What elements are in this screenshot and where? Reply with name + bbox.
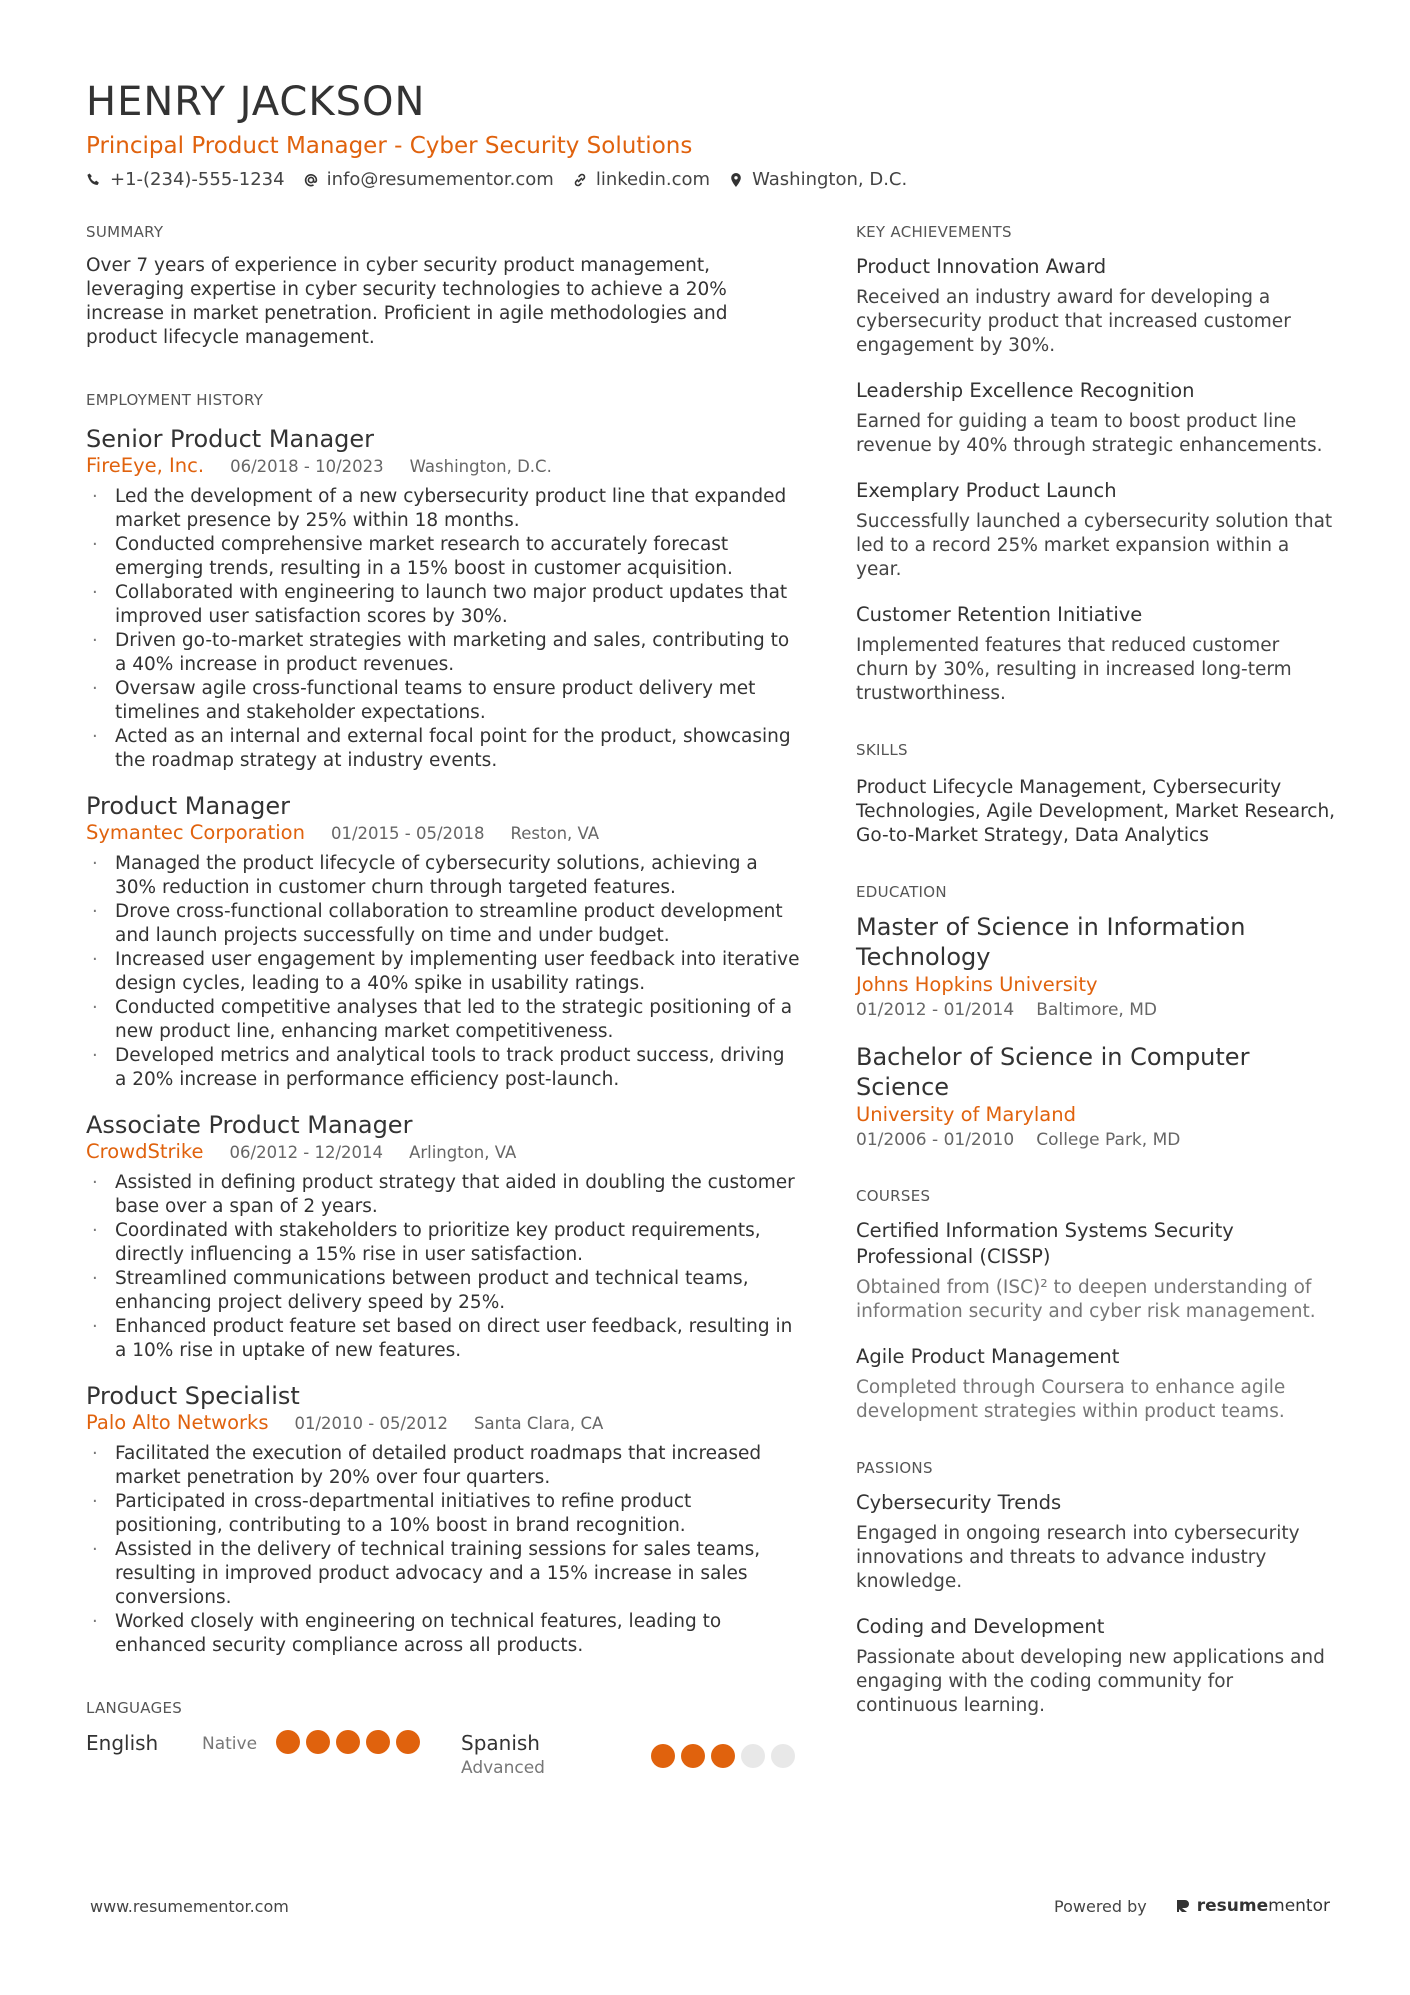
resume-header: [86, 78, 1326, 192]
achievements-heading: KEY ACHIEVEMENTS: [856, 223, 1012, 241]
job-bullet: · Driven go-to-market strategies with marketing and sales, contributing to a 40% increase in product revenues.: [86, 629, 801, 677]
education-item: [856, 912, 1336, 1022]
phone-icon: [86, 172, 102, 188]
company-name: FireEye, Inc.: [86, 454, 205, 477]
course-item: [856, 1344, 1336, 1424]
rating-dot-filled: [711, 1744, 735, 1768]
job-bullet: · Conducted comprehensive market research to accurately forecast emerging trends, resulting in a 15% boost in customer acquisition.: [86, 533, 801, 581]
course-title: Agile Product Management: [856, 1345, 1120, 1368]
job-location: Arlington, VA: [409, 1143, 517, 1162]
job-bullets: [86, 1442, 801, 1658]
candidate-name: HENRY JACKSON: [86, 79, 426, 125]
contact-linkedin[interactable]: [572, 168, 710, 192]
contact-bar: [86, 168, 1326, 192]
rating-dot-filled: [681, 1744, 705, 1768]
achievement-item: [856, 478, 1336, 582]
job-bullets: [86, 485, 801, 773]
education-location: College Park, MD: [1036, 1130, 1181, 1150]
job-title: Product Manager: [86, 792, 290, 820]
job-title: Associate Product Manager: [86, 1111, 413, 1139]
education-meta: [856, 998, 1336, 1022]
education-item: [856, 1042, 1336, 1152]
summary-heading: SUMMARY: [86, 223, 164, 241]
job-bullet: · Conducted competitive analyses that led to the strategic positioning of a new product line, enhancing market competitiveness.: [86, 996, 801, 1044]
languages-row: [86, 1730, 801, 1780]
languages-section: [86, 1698, 801, 1780]
language-name: English: [86, 1731, 159, 1755]
linkedin-link[interactable]: linkedin.com: [595, 169, 711, 190]
languages-heading: LANGUAGES: [86, 1699, 183, 1717]
summary-text: Over 7 years of experience in cyber security product management, leveraging expertise in cyber security technologies to achieve a 20% increase in market penetration. Proficient in agile methodologies and product lifecycle management.: [86, 255, 728, 348]
education-section: [856, 882, 1336, 1152]
education-meta: [856, 1128, 1336, 1152]
brand-logo[interactable]: [1175, 1896, 1330, 1916]
job-bullet: · Coordinated with stakeholders to prioritize key product requirements, directly influencing a 15% rise in user satisfaction.: [86, 1219, 801, 1267]
page-footer: [90, 1896, 1330, 1916]
job-dates: 01/2010 - 05/2012: [294, 1414, 449, 1433]
link-icon: [572, 172, 588, 188]
education-degree: Bachelor of Science in Computer Science: [856, 1043, 1250, 1101]
employment-section: [86, 390, 801, 1658]
achievement-title: Customer Retention Initiative: [856, 603, 1143, 626]
passion-desc: Engaged in ongoing research into cybersecurity innovations and threats to advance industry knowledge.: [856, 1523, 1300, 1592]
job-dates: 01/2015 - 05/2018: [330, 824, 485, 843]
passions-section: [856, 1458, 1336, 1718]
phone-text: +1-(234)-555-1234: [110, 169, 285, 190]
language-rating: [276, 1730, 420, 1754]
job-bullet: · Managed the product lifecycle of cybersecurity solutions, achieving a 30% reduction in customer churn through targeted features.: [86, 852, 801, 900]
employment-heading: EMPLOYMENT HISTORY: [86, 391, 264, 409]
education-school: Johns Hopkins University: [856, 973, 1098, 996]
passion-item: [856, 1490, 1336, 1594]
achievement-desc: Implemented features that reduced customer churn by 30%, resulting in increased long-term trustworthiness.: [856, 635, 1292, 704]
location-pin-icon: [728, 172, 744, 188]
job-bullet: · Enhanced product feature set based on direct user feedback, resulting in a 10% rise in uptake of new features.: [86, 1315, 801, 1363]
passions-heading: PASSIONS: [856, 1459, 933, 1477]
achievement-title: Leadership Excellence Recognition: [856, 379, 1195, 402]
rating-dot-filled: [366, 1730, 390, 1754]
education-degree: Master of Science in Information Technology: [856, 913, 1246, 971]
rating-dot-filled: [651, 1744, 675, 1768]
achievement-title: Exemplary Product Launch: [856, 479, 1117, 502]
job-entry: [86, 1110, 801, 1363]
at-icon: [303, 172, 319, 188]
resumementor-logo-icon: [1175, 1898, 1191, 1914]
location-text: Washington, D.C.: [752, 169, 908, 190]
job-bullet: · Collaborated with engineering to launch two major product updates that improved user satisfaction scores by 30%.: [86, 581, 801, 629]
achievement-item: [856, 378, 1336, 458]
job-bullet: · Developed metrics and analytical tools to track product success, driving a 20% increase in performance efficiency post-launch.: [86, 1044, 801, 1092]
job-location: Santa Clara, CA: [474, 1414, 604, 1433]
job-meta: [86, 1411, 801, 1436]
language-level: Advanced: [461, 1758, 545, 1778]
course-item: [856, 1218, 1336, 1324]
job-entry: [86, 1381, 801, 1658]
achievement-item: [856, 254, 1336, 358]
contact-email[interactable]: [303, 168, 554, 192]
achievements-section: [856, 222, 1336, 706]
achievement-title: Product Innovation Award: [856, 255, 1107, 278]
passion-title: Cybersecurity Trends: [856, 1491, 1062, 1514]
skills-heading: SKILLS: [856, 741, 908, 759]
achievement-desc: Earned for guiding a team to boost product line revenue by 40% through strategic enhancements.: [856, 411, 1323, 456]
education-school: University of Maryland: [856, 1103, 1076, 1126]
brand-name-bold: resume: [1196, 1896, 1269, 1916]
skills-text: Product Lifecycle Management, Cybersecurity Technologies, Agile Development, Market Research, Go-to-Market Strategy, Data Analytics: [856, 777, 1336, 846]
job-meta: [86, 454, 801, 479]
passion-item: [856, 1614, 1336, 1718]
achievement-item: [856, 602, 1336, 706]
course-title: Certified Information Systems Security Professional (CISSP): [856, 1219, 1234, 1268]
rating-dot-filled: [396, 1730, 420, 1754]
job-bullets: [86, 852, 801, 1092]
rating-dot-filled: [306, 1730, 330, 1754]
skills-section: [856, 740, 1336, 848]
education-location: Baltimore, MD: [1036, 1000, 1157, 1020]
language-item: [86, 1730, 461, 1756]
achievement-desc: Successfully launched a cybersecurity solution that led to a record 25% market expansion within a year.: [856, 511, 1333, 580]
job-title: Product Specialist: [86, 1382, 300, 1410]
company-name: Palo Alto Networks: [86, 1411, 269, 1434]
job-title: Senior Product Manager: [86, 425, 375, 453]
job-dates: 06/2012 - 12/2014: [229, 1143, 384, 1162]
education-heading: EDUCATION: [856, 883, 947, 901]
right-column: [856, 222, 1336, 1718]
rating-dot-filled: [276, 1730, 300, 1754]
course-desc: Completed through Coursera to enhance agile development strategies within product teams.: [856, 1377, 1286, 1422]
footer-url-link[interactable]: www.resumementor.com: [90, 1896, 289, 1916]
job-bullet: · Assisted in the delivery of technical training sessions for sales teams, resulting in improved product advocacy and a 15% increase in sales conversions.: [86, 1538, 801, 1610]
job-bullet: · Drove cross-functional collaboration to streamline product development and launch projects successfully on time and under budget.: [86, 900, 801, 948]
job-bullet: · Facilitated the execution of detailed product roadmaps that increased market penetration by 20% over four quarters.: [86, 1442, 801, 1490]
courses-section: [856, 1186, 1336, 1424]
job-dates: 06/2018 - 10/2023: [230, 457, 384, 476]
passion-desc: Passionate about developing new applications and engaging with the coding community for continuous learning.: [856, 1647, 1325, 1716]
job-bullet: · Acted as an internal and external focal point for the product, showcasing the roadmap strategy at industry events.: [86, 725, 801, 773]
job-bullet: · Worked closely with engineering on technical features, leading to enhanced security compliance across all products.: [86, 1610, 801, 1658]
job-location: Washington, D.C.: [409, 457, 552, 476]
job-bullet: · Assisted in defining product strategy that aided in doubling the customer base over a span of 2 years.: [86, 1171, 801, 1219]
language-name: Spanish: [461, 1731, 540, 1755]
job-bullet: · Oversaw agile cross-functional teams to ensure product delivery met timelines and stakeholder expectations.: [86, 677, 801, 725]
courses-heading: COURSES: [856, 1187, 931, 1205]
email-link[interactable]: info@resumementor.com: [326, 169, 554, 190]
job-entry: [86, 424, 801, 773]
language-rating: [651, 1744, 795, 1768]
passion-title: Coding and Development: [856, 1615, 1105, 1638]
rating-dot-empty: [741, 1744, 765, 1768]
powered-by-label: Powered by: [1054, 1896, 1147, 1916]
job-entry: [86, 791, 801, 1092]
contact-phone: [86, 168, 285, 192]
achievement-desc: Received an industry award for developing a cybersecurity product that increased customer engagement by 30%.: [856, 287, 1291, 356]
job-bullet: · Led the development of a new cybersecurity product line that expanded market presence by 25% within 18 months.: [86, 485, 801, 533]
job-location: Reston, VA: [510, 824, 600, 843]
summary-section: [86, 222, 801, 350]
job-meta: [86, 1140, 801, 1165]
rating-dot-filled: [336, 1730, 360, 1754]
company-name: CrowdStrike: [86, 1140, 204, 1163]
job-bullets: [86, 1171, 801, 1363]
course-desc: Obtained from (ISC)² to deepen understanding of information security and cyber risk management.: [856, 1277, 1316, 1322]
education-dates: 01/2006 - 01/2010: [856, 1130, 1015, 1150]
language-item: [461, 1730, 801, 1780]
education-dates: 01/2012 - 01/2014: [856, 1000, 1015, 1020]
powered-by: [1054, 1896, 1330, 1916]
candidate-role: Principal Product Manager - Cyber Security Solutions: [86, 133, 693, 159]
job-meta: [86, 821, 801, 846]
job-bullet: · Streamlined communications between product and technical teams, enhancing project delivery speed by 25%.: [86, 1267, 801, 1315]
job-bullet: · Increased user engagement by implementing user feedback into iterative design cycles, leading to a 40% spike in usability ratings.: [86, 948, 801, 996]
rating-dot-empty: [771, 1744, 795, 1768]
language-level: Native: [202, 1734, 258, 1754]
job-bullet: · Participated in cross-departmental initiatives to refine product positioning, contributing to a 10% boost in brand recognition.: [86, 1490, 801, 1538]
left-column: [86, 222, 801, 1780]
brand-name-rest: mentor: [1268, 1896, 1330, 1916]
company-name: Symantec Corporation: [86, 821, 305, 844]
contact-location: [728, 168, 907, 192]
